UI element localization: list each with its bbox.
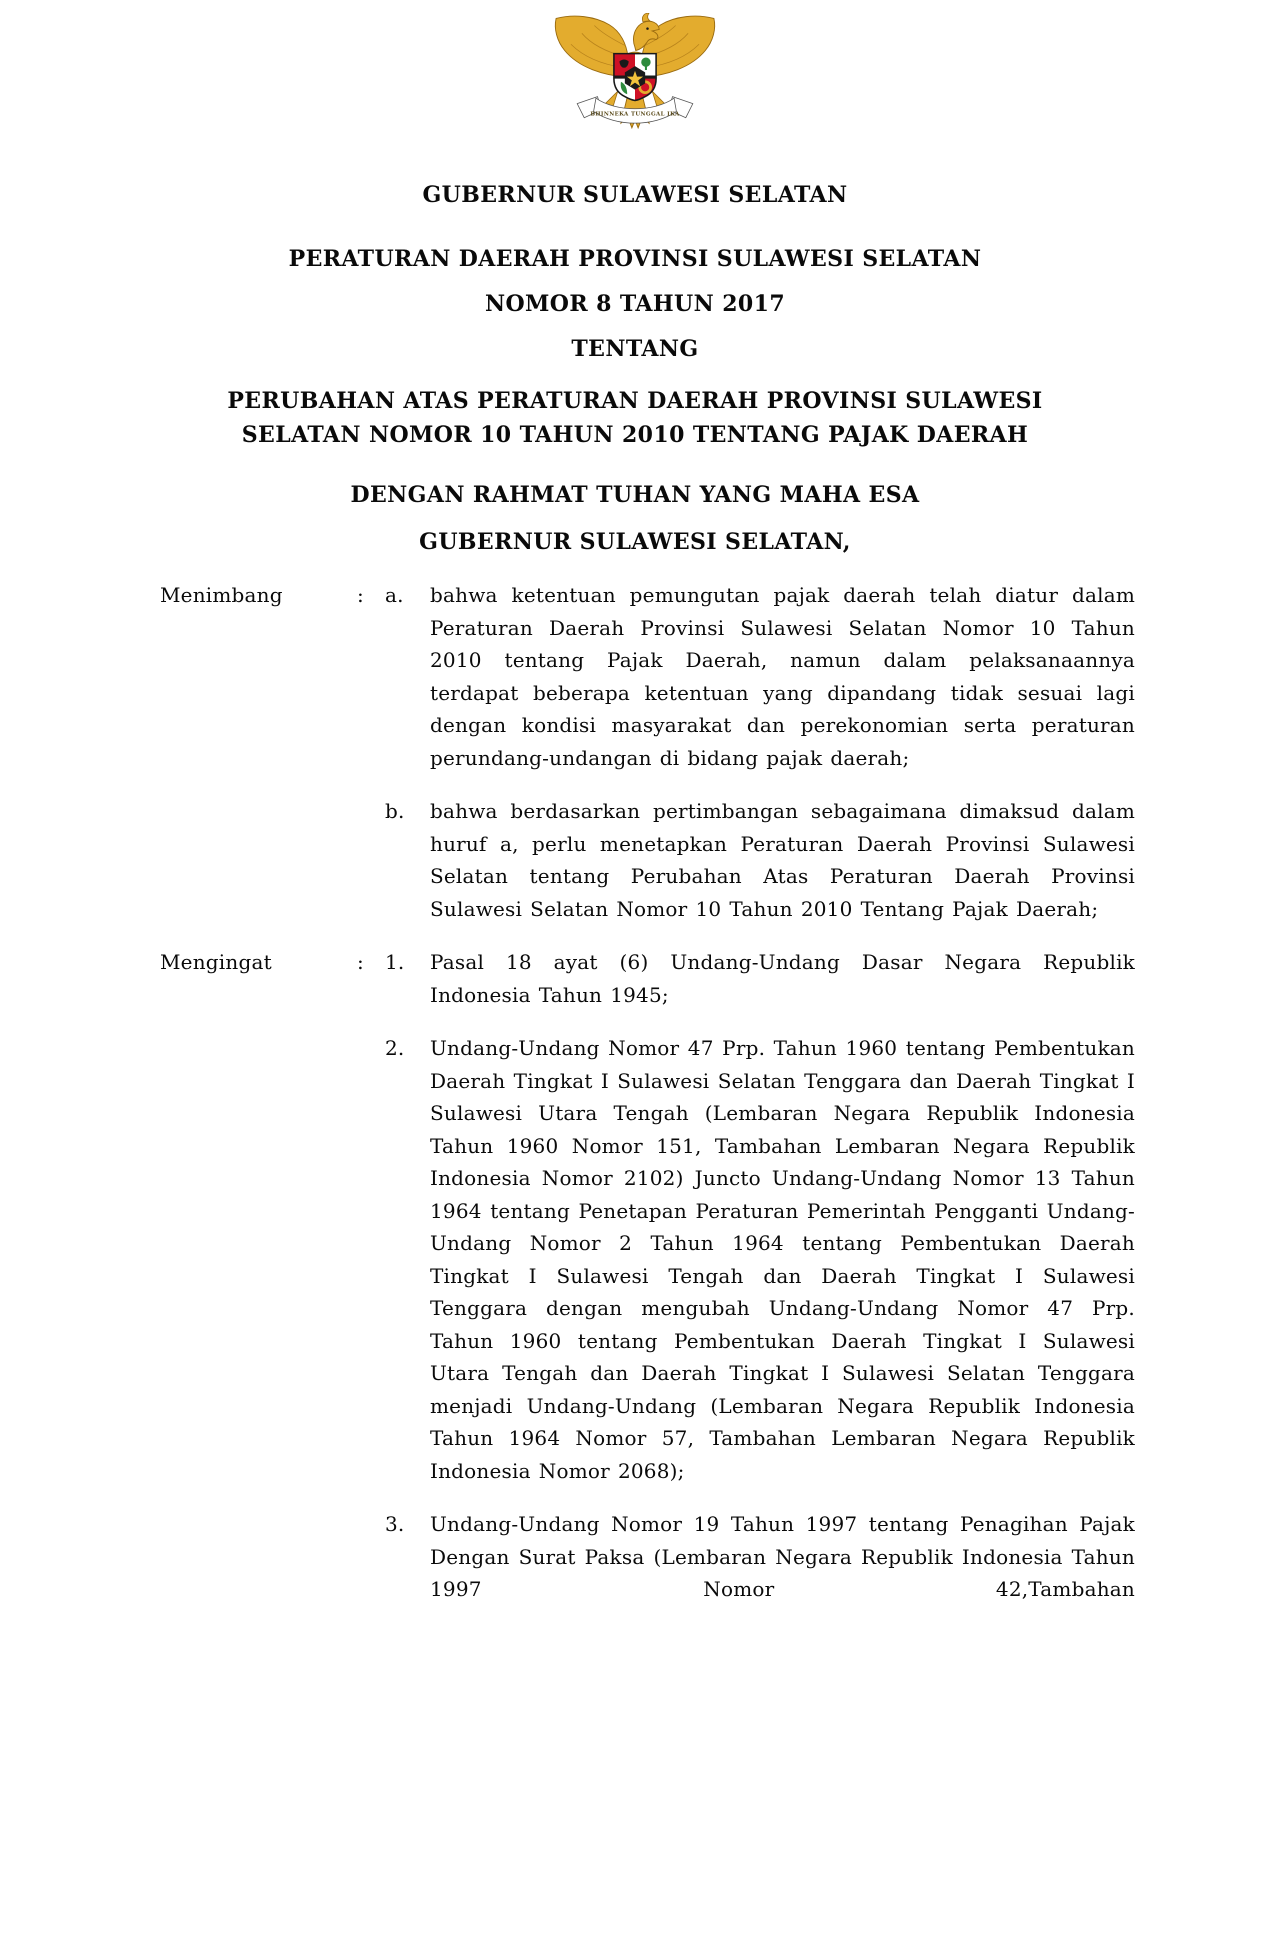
title-tentang: TENTANG <box>571 336 699 362</box>
clause-label-menimbang: Menimbang <box>160 583 283 607</box>
document-body <box>160 579 1135 1606</box>
clause-colon: : <box>357 950 364 974</box>
title-gubernur: GUBERNUR SULAWESI SELATAN <box>422 182 848 208</box>
clause-colon: : <box>357 583 364 607</box>
item-text-a: bahwa ketentuan pemungutan pajak daerah telah diatur dalam Peraturan Daerah Provinsi Sulawesi Selatan Nomor 10 Tahun 2010 tentang Pajak Daerah, namun dalam pelaksanaannya terdapat beberapa ketentuan yang dipandang tidak sesuai lagi dengan kondisi masyarakat dan perekonomian serta peraturan perundang-undangan di bidang pajak daerah; <box>430 583 1135 770</box>
clause-mengingat-item-3 <box>160 1508 1135 1606</box>
item-text-1: Pasal 18 ayat (6) Undang-Undang Dasar Negara Republik Indonesia Tahun 1945; <box>430 950 1135 1007</box>
title-perubahan: PERUBAHAN ATAS PERATURAN DAERAH PROVINSI SULAWESI SELATAN NOMOR 10 TAHUN 2010 TENTANG PAJAK DAERAH <box>227 388 1043 448</box>
item-text-2: Undang-Undang Nomor 47 Prp. Tahun 1960 tentang Pembentukan Daerah Tingkat I Sulawesi Selatan Tenggara dan Daerah Tingkat I Sulawesi Utara Tengah (Lembaran Negara Republik Indonesia Tahun 1960 Nomor 151, Tambahan Lembaran Negara Republik Indonesia Nomor 2102) Juncto Undang-Undang Nomor 13 Tahun 1964 tentang Penetapan Peraturan Pemerintah Pengganti Undang-Undang Nomor 2 Tahun 1964 tentang Pembentukan Daerah Tingkat I Sulawesi Tengah dan Daerah Tingkat I Sulawesi Tenggara dengan mengubah Undang-Undang Nomor 47 Prp. Tahun 1960 tentang Pembentukan Daerah Tingkat I Sulawesi Utara Tengah dan Daerah Tingkat I Sulawesi Selatan Tenggara menjadi Undang-Undang (Lembaran Negara Republik Indonesia Tahun 1964 Nomor 57, Tambahan Lembaran Negara Republik Indonesia Nomor 2068); <box>430 1036 1135 1483</box>
clause-mengingat-item-2 <box>160 1032 1135 1487</box>
title-gubernur-comma: GUBERNUR SULAWESI SELATAN, <box>419 529 851 555</box>
clause-menimbang-item-a <box>160 579 1135 774</box>
document-header <box>0 13 1270 555</box>
clause-label-mengingat: Mengingat <box>160 950 272 974</box>
garuda-pancasila-emblem-icon <box>0 13 1270 143</box>
item-text-3: Undang-Undang Nomor 19 Tahun 1997 tentang Penagihan Pajak Dengan Surat Paksa (Lembaran Negara Republik Indonesia Tahun 1997 Nomor 42,Tambahan <box>430 1512 1135 1601</box>
title-nomor-tahun: NOMOR 8 TAHUN 2017 <box>484 291 786 317</box>
title-dengan-rahmat: DENGAN RAHMAT TUHAN YANG MAHA ESA <box>350 482 920 508</box>
item-marker-a: a. <box>385 583 404 607</box>
item-marker-2: 2. <box>385 1036 405 1060</box>
garuda-pancasila-icon <box>549 13 721 138</box>
emblem-motto: BHINNEKA TUNGGAL IKA <box>590 111 680 118</box>
item-text-b: bahwa berdasarkan pertimbangan sebagaimana dimaksud dalam huruf a, perlu menetapkan Peraturan Daerah Provinsi Sulawesi Selatan tentang Perubahan Atas Peraturan Daerah Provinsi Sulawesi Selatan Nomor 10 Tahun 2010 Tentang Pajak Daerah; <box>430 799 1135 921</box>
clause-mengingat-item-1 <box>160 946 1135 1011</box>
clause-menimbang-item-b <box>160 795 1135 925</box>
item-marker-3: 3. <box>385 1512 405 1536</box>
title-peraturan-daerah: PERATURAN DAERAH PROVINSI SULAWESI SELATAN <box>288 246 982 272</box>
item-marker-b: b. <box>385 799 405 823</box>
item-marker-1: 1. <box>385 950 405 974</box>
